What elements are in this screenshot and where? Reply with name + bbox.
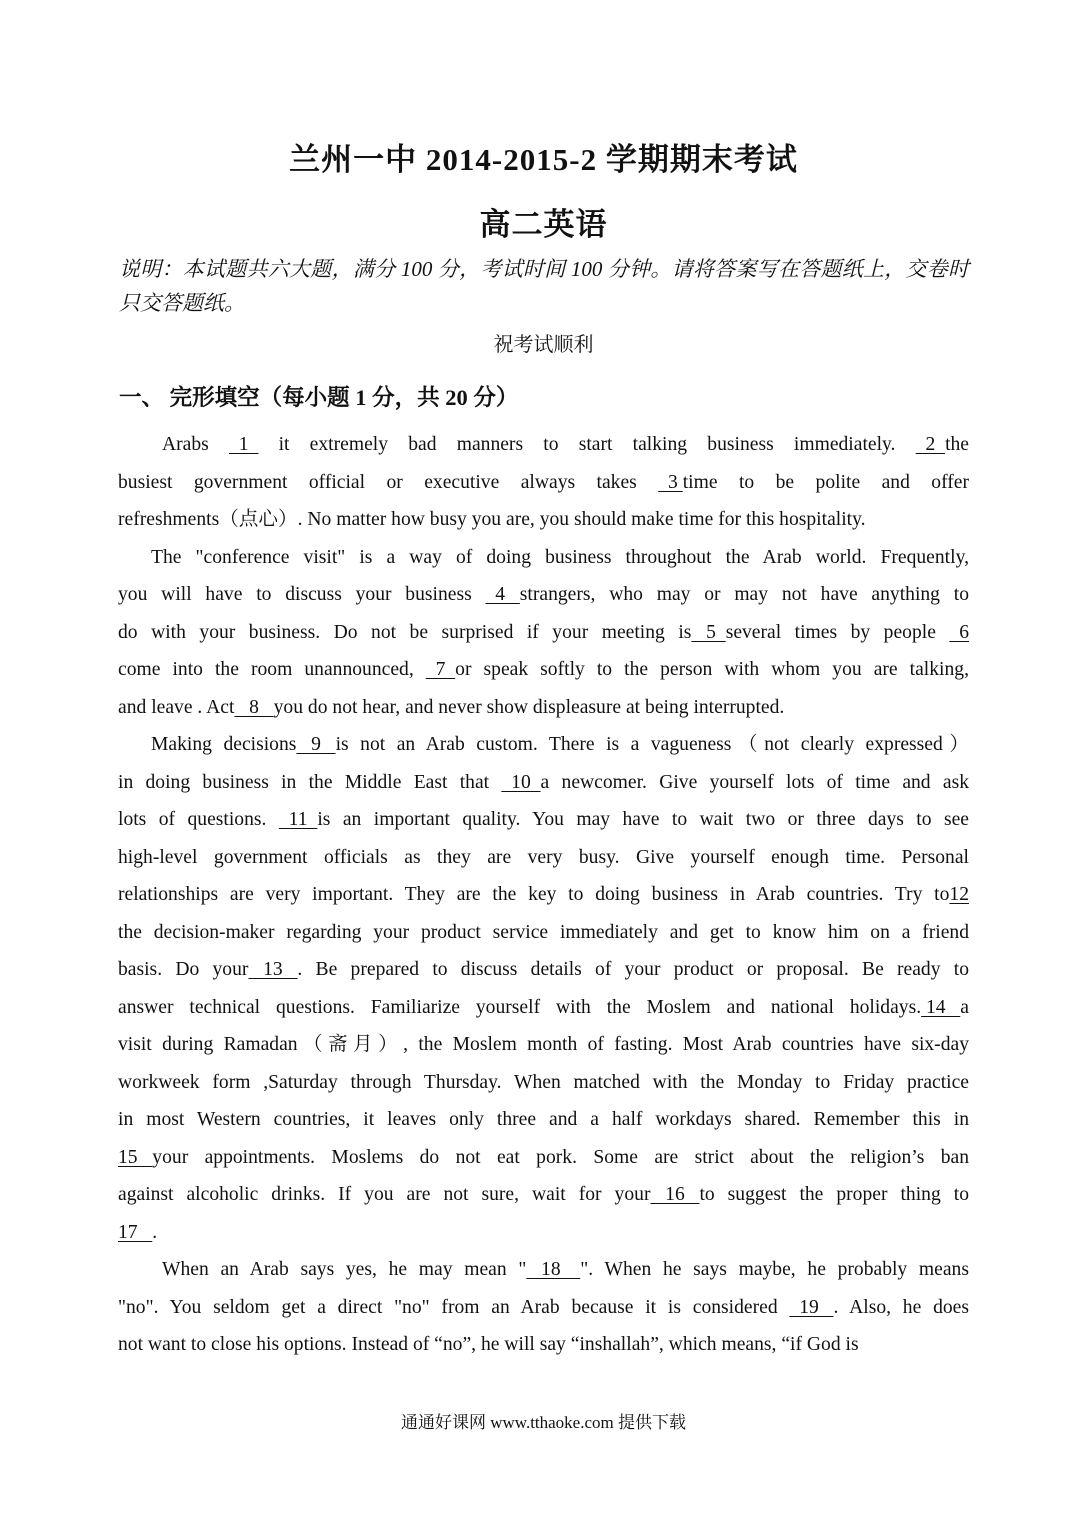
passage-line: 15 your appointments. Moslems do not eat pork. Some are strict about the religion’s ban — [118, 1139, 969, 1177]
blank-1: 1 — [229, 434, 259, 455]
passage-line: lots of questions. 11 is an important quality. You may have to wait two or three days to see — [118, 801, 969, 839]
good-luck-text: 祝考试顺利 — [493, 334, 594, 356]
cloze-passage — [118, 426, 969, 1364]
section-heading-cloze: 一、 完形填空（每小题 1 分，共 20 分） — [119, 385, 519, 410]
passage-line: 17 . — [118, 1214, 969, 1252]
passage-line: and leave . Act 8 you do not hear, and never show displeasure at being interrupted. — [118, 689, 969, 727]
passage-line: not want to close his options. Instead of “no”, he will say “inshallah”, which means, “if God is — [118, 1334, 859, 1355]
blank-10: 10 — [501, 771, 541, 793]
blank-2: 2 — [915, 434, 946, 455]
passage-line: against alcoholic drinks. If you are not sure, wait for your 16 to suggest the proper thing to — [118, 1176, 969, 1214]
passage-line: the decision-maker regarding your product service immediately and get to know him on a friend — [118, 921, 969, 943]
blank-6: 6 — [949, 621, 969, 643]
passage-line: busiest government official or executive always takes 3 time to be polite and offer — [118, 464, 969, 502]
blank-4: 4 — [485, 584, 520, 605]
passage-line: do with your business. Do not be surprised if your meeting is 5 several times by people 6 — [118, 614, 969, 652]
passage-line: high-level government officials as they are very busy. Give yourself enough time. Personal — [118, 846, 969, 868]
passage-line: "no". You seldom get a direct "no" from an Arab because it is considered 19 . Also, he does — [118, 1289, 969, 1327]
blank-19: 19 — [789, 1296, 834, 1318]
page-footer: 通通好课网 www.tthaoke.com 提供下载 — [400, 1413, 687, 1432]
blank-12: 12 — [949, 884, 969, 905]
blank-9: 9 — [296, 734, 336, 755]
passage-line: in most Western countries, it leaves only three and a half workdays shared. Remember this in — [118, 1109, 969, 1130]
passage-line: refreshments（点心）. No matter how busy you are, you should make time for this hospitality. — [118, 509, 866, 530]
passage-line: come into the room unannounced, 7 or speak softly to the person with whom you are talking, — [118, 651, 969, 689]
passage-line: visit during Ramadan（斋月）, the Moslem month of fasting. Most Arab countries have six-day — [118, 1034, 969, 1055]
passage-line: basis. Do your 13 . Be prepared to discuss details of your product or proposal. Be ready to — [118, 951, 969, 989]
blank-5: 5 — [691, 621, 726, 643]
passage-line: answer technical questions. Familiarize yourself with the Moslem and national holidays. 14 a — [118, 989, 969, 1027]
blank-17: 17 — [118, 1221, 153, 1243]
passage-line: workweek form ,Saturday through Thursday. When matched with the Monday to Friday practice — [118, 1071, 969, 1093]
blank-11: 11 — [278, 809, 318, 830]
blank-14: 14 — [921, 996, 961, 1018]
passage-line: in doing business in the Middle East that 10 a newcomer. Give yourself lots of time and ask — [118, 764, 969, 802]
blank-18: 18 — [526, 1259, 581, 1280]
blank-16: 16 — [650, 1184, 700, 1205]
passage-line: relationships are very important. They are the key to doing business in Arab countries. Try to12 — [118, 876, 969, 914]
exam-title: 兰州一中 2014-2015-2 学期期末考试 — [289, 142, 798, 177]
exam-subject: 高二英语 — [479, 207, 608, 242]
passage-line: When an Arab says yes, he may mean " 18 ". When he says maybe, he probably means — [118, 1251, 969, 1289]
passage-line: Arabs 1 it extremely bad manners to start talking business immediately. 2 the — [118, 426, 969, 464]
blank-15: 15 — [118, 1146, 153, 1168]
exam-instructions: 说明：本试题共六大题，满分 100 分，考试时间 100 分钟。请将答案写在答题纸上，交卷时只交答题纸。 — [119, 257, 969, 315]
passage-line: The "conference visit" is a way of doing business throughout the Arab world. Frequently, — [151, 546, 969, 568]
passage-line: Making decisions 9 is not an Arab custom. There is a vagueness（not clearly expressed） — [118, 726, 969, 764]
blank-3: 3 — [658, 471, 683, 493]
blank-13: 13 — [248, 959, 298, 980]
blank-8: 8 — [234, 696, 274, 718]
blank-7: 7 — [425, 659, 456, 680]
passage-line: you will have to discuss your business 4 strangers, who may or may not have anything to — [118, 576, 969, 614]
